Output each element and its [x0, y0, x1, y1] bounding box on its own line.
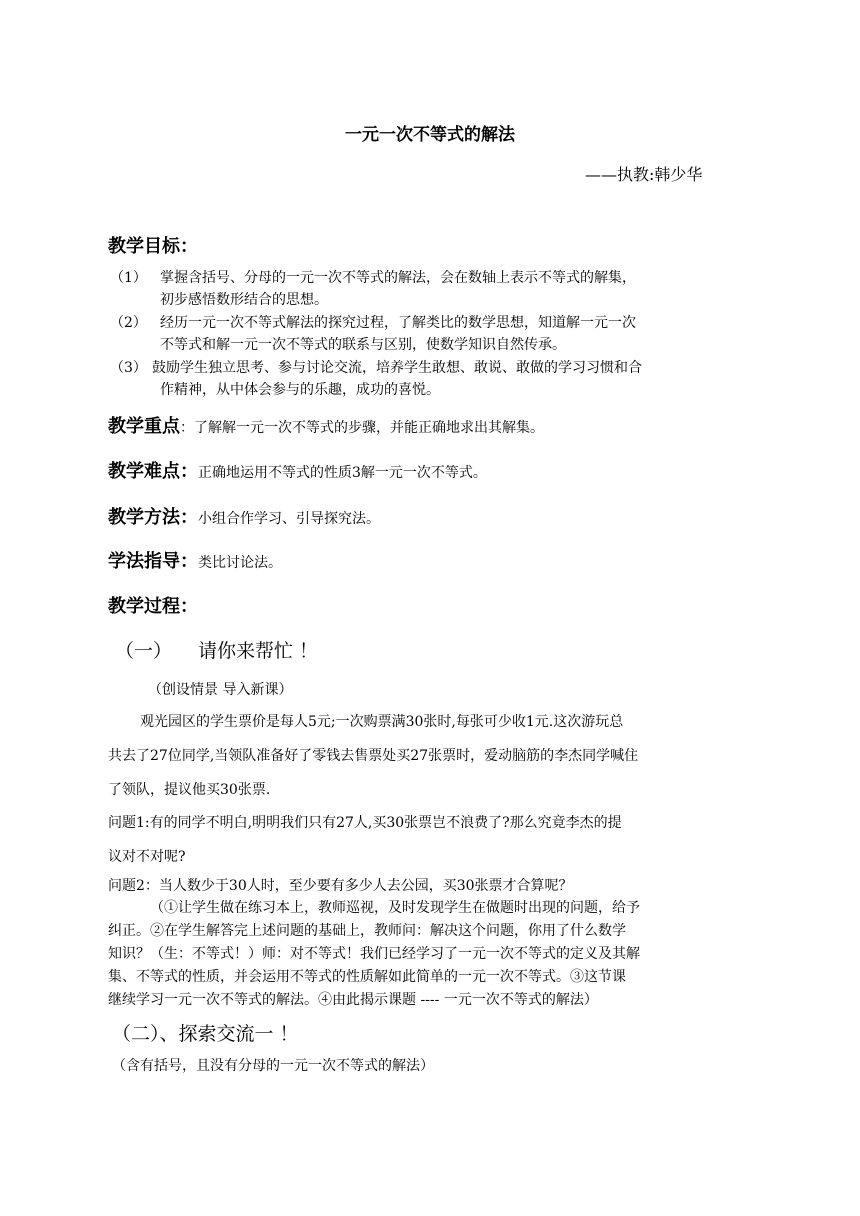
teacher-note-line: 知识？（生：不等式！）师：对不等式！我们已经学习了一元一次不等式的定义及其解 — [108, 946, 640, 962]
teacher-note-line: 纠正。②在学生解答完上述问题的基础上，教师问：解决这个问题，你用了什么数学 — [108, 923, 626, 939]
key-point-row — [108, 412, 544, 438]
key-point-label: 教学重点 — [108, 416, 180, 437]
goal-text: 经历一元一次不等式解法的探究过程，了解类比的数学思想，知道解一元一次 — [160, 315, 636, 331]
section-subtitle: （创设情景 导入新课） — [148, 682, 293, 698]
goal-number: （3） — [110, 360, 147, 376]
goal-text: 掌握含括号、分母的一元一次不等式的解法，会在数轴上表示不等式的解集， — [160, 270, 636, 286]
study-guide-label: 学法指导： — [108, 551, 198, 572]
goal-number: （1） — [110, 270, 147, 286]
difficulty-text: 正确地运用不等式的性质3解一元一次不等式。 — [198, 465, 487, 481]
paragraph-line: 了领队，提议他买30张票. — [108, 782, 271, 798]
method-label: 教学方法： — [108, 507, 198, 528]
key-point-text: 了解解一元一次不等式的步骤，并能正确地求出其解集。 — [194, 420, 544, 436]
document-title: 一元一次不等式的解法 — [345, 125, 515, 145]
difficulty-label: 教学难点： — [108, 461, 198, 482]
question-2: 问题2：当人数少于30人时，至少要有多少人去公园，买30张票才合算呢？ — [108, 878, 573, 894]
study-guide-row — [108, 547, 282, 573]
section-number: （一） — [115, 640, 173, 662]
teacher-note-line: 集、不等式的性质，并会运用不等式的性质解如此简单的一元一次不等式。③这节课 — [108, 969, 626, 985]
process-heading: 教学过程： — [108, 596, 198, 617]
method-text: 小组合作学习、引导探究法。 — [198, 511, 380, 527]
method-row — [108, 503, 380, 529]
goal-text: 鼓励学生独立思考、参与讨论交流，培养学生敢想、敢说、敢做的学习习惯和合 — [152, 360, 642, 376]
key-point-separator: ： — [180, 420, 194, 436]
goal-number: （2） — [110, 315, 147, 331]
section-2-title: （二）、探索交流一 ！ — [112, 1023, 299, 1045]
teacher-note-line: （①让学生做在练习本上，教师巡视，及时发现学生在做题时出现的问题，给予 — [150, 900, 640, 916]
question-1: 问题1:有的同学不明白,明明我们只有27人,买30张票岂不浪费了?那么究竟李杰的提 — [108, 815, 622, 831]
section-2-subtitle: （含有括号，且没有分母的一元一次不等式的解法） — [112, 1058, 434, 1074]
paragraph-line: 观光园区的学生票价是每人5元;一次购票满30张时,每张可少收1元.这次游玩总 — [140, 714, 624, 730]
teacher-note-line: 继续学习一元一次不等式的解法。④由此揭示课题 ---- 一元一次不等式的解法） — [108, 992, 598, 1008]
section-title: 请你来帮忙 ！ — [198, 640, 319, 662]
goals-heading: 教学目标： — [108, 236, 198, 257]
author-line: ——执教:韩少华 — [585, 165, 703, 184]
difficulty-row — [108, 457, 487, 483]
question-1-cont: 议对不对呢? — [108, 849, 186, 865]
paragraph-line: 共去了27位同学,当领队准备好了零钱去售票处买27张票时，爱动脑筋的李杰同学喊住 — [108, 748, 639, 764]
goal-text: 不等式和解一元一次不等式的联系与区别，使数学知识自然传承。 — [160, 337, 566, 353]
goal-text: 初步感悟数形结合的思想。 — [160, 292, 328, 308]
study-guide-text: 类比讨论法。 — [198, 555, 282, 571]
goal-text: 作精神，从中体会参与的乐趣，成功的喜悦。 — [160, 382, 440, 398]
